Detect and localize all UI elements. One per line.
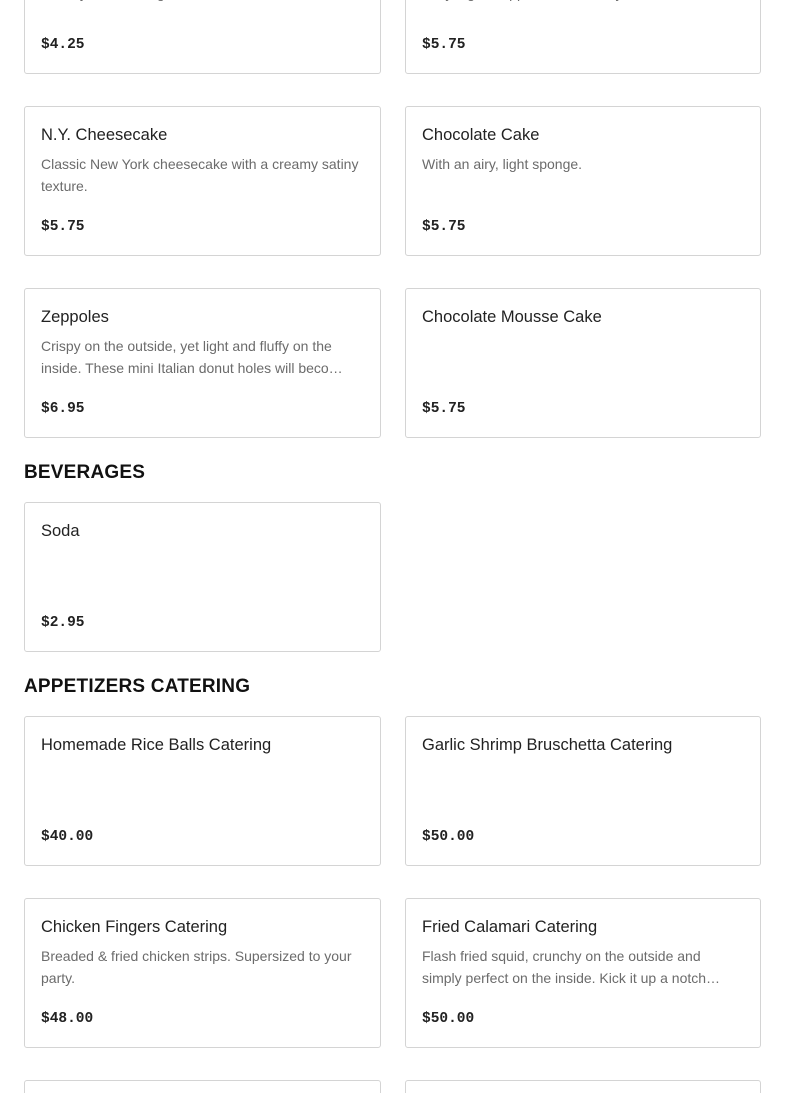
item-name: Fried Calamari Catering: [422, 918, 598, 936]
item-price: $6.95: [41, 401, 85, 417]
item-description: [41, 0, 360, 4]
item-price: $5.75: [41, 219, 85, 235]
section-title-beverages: BEVERAGES: [24, 462, 146, 483]
menu-item-card[interactable]: [405, 288, 761, 438]
item-description: Crispy on the outside, yet light and fluffy on the inside. These mini Italian donut holes will beco…: [41, 338, 343, 376]
item-price: $5.75: [422, 37, 466, 53]
item-name: Garlic Shrimp Bruschetta Catering: [422, 736, 673, 754]
menu-item-card[interactable]: [405, 1080, 761, 1093]
item-name: Chicken Fingers Catering: [41, 918, 228, 936]
item-price: $5.75: [422, 401, 466, 417]
menu-item-card[interactable]: [405, 0, 761, 74]
menu-item-card[interactable]: [24, 502, 381, 652]
menu-item-card[interactable]: [405, 716, 761, 866]
item-name: Soda: [41, 522, 80, 540]
item-name: N.Y. Cheesecake: [41, 126, 168, 144]
menu-item-card[interactable]: [24, 1080, 381, 1093]
item-price: $5.75: [422, 219, 466, 235]
item-price: $50.00: [422, 1011, 475, 1027]
menu-item-card[interactable]: [24, 898, 381, 1048]
item-description: [422, 0, 740, 4]
item-description: Flash fried squid, crunchy on the outside and simply perfect on the inside. Kick it up a notch…: [422, 948, 721, 986]
menu-item-card[interactable]: [405, 898, 761, 1048]
menu-item-card[interactable]: [405, 106, 761, 256]
menu-item-card[interactable]: [24, 288, 381, 438]
item-price: $2.95: [41, 615, 85, 631]
item-price: $48.00: [41, 1011, 94, 1027]
menu-item-card[interactable]: [24, 716, 381, 866]
menu-item-card[interactable]: [24, 0, 381, 74]
item-name: Chocolate Mousse Cake: [422, 308, 602, 326]
item-price: $50.00: [422, 829, 475, 845]
item-description: Classic New York cheesecake with a creamy satiny texture.: [41, 156, 359, 194]
item-description: Breaded & fried chicken strips. Supersized to your party.: [41, 948, 352, 986]
item-name: Zeppoles: [41, 308, 109, 326]
item-name: Homemade Rice Balls Catering: [41, 736, 272, 754]
item-description: With an airy, light sponge.: [422, 156, 583, 172]
item-name: Chocolate Cake: [422, 126, 540, 144]
menu-item-card[interactable]: [24, 106, 381, 256]
item-price: $4.25: [41, 37, 85, 53]
section-title-appetizers-catering: APPETIZERS CATERING: [24, 676, 251, 697]
item-price: $40.00: [41, 829, 94, 845]
